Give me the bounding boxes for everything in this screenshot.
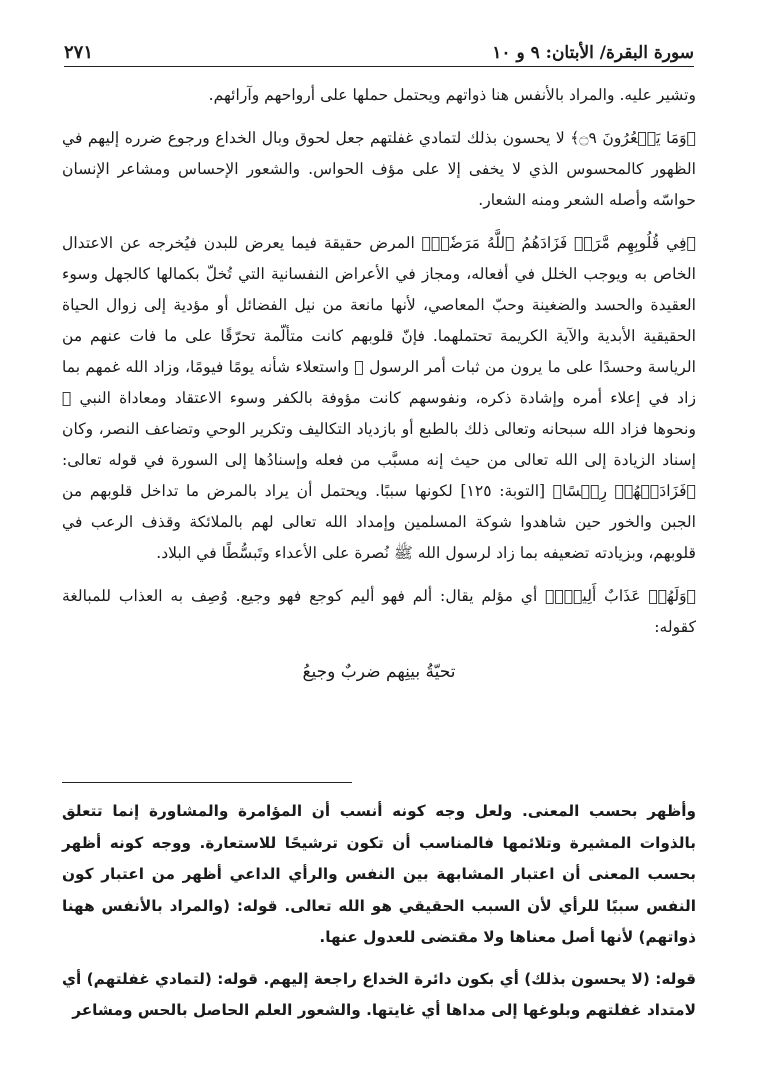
running-header — [64, 38, 694, 67]
paragraph: ﴿وَلَهُمۡ عَذَابٌ أَلِيمُۢ﴾ أي مؤلم يقال: ألم فهو أليم كوجع فهو وجيع. وُصِف به العذاب للمبالغة كقوله: — [62, 587, 696, 636]
paragraph: ﴿وَمَا يَشۡعُرُونَ ۝٩﴾ لا يحسون بذلك لتمادي غفلتهم جعل لحوق وبال الخداع ورجوع ضرره إليهم في الظهور كالمحسوس الذي لا يخفى إلا على مؤف الحواس. والشعور الإحساس ومشاعر الإنسان حواسّه وأصله الشعر ومنه الشعار. — [62, 129, 697, 209]
footnote-keyword: قوله: — [236, 896, 278, 915]
page-number: ٢٧١ — [64, 42, 94, 63]
footnotes — [62, 796, 696, 1027]
footnote-separator — [62, 782, 352, 783]
footnote — [62, 796, 696, 954]
footnote-keyword: قوله: — [217, 969, 259, 988]
footnote — [62, 964, 696, 1027]
surah-title: سورة البقرة/ الأبتان: ٩ و ١٠ — [492, 43, 694, 63]
paragraph: وتشير عليه. والمراد بالأنفس هنا ذواتهم ويحتمل حملها على أرواحهم وآرائهم. — [208, 86, 696, 104]
footnote-text: (لتمادي غفلتهم) أي لامتداد غفلتهم وبلوغها إلى مداها أي غايتها. والشعور العلم الحاصل بالحس ومشاعر — [62, 969, 696, 1019]
footnote-keyword: قوله: — [655, 969, 697, 988]
paragraph: ﴿فِي قُلُوبِهِم مَّرَضٞ فَزَادَهُمُ ٱللَّهُ مَرَضٗاۖ﴾ المرض حقيقة فيما يعرض للبدن فيُخرجه عن الاعتدال الخاص به ويوجب الخلل في أفعاله، ومجاز في الأعراض النفسانية التي تُخلّ بكمالها كالجهل وسوء العقيدة والحسد والضغينة وحبّ المعاصي، لأنها مانعة من نيل الفضائل أو مؤدية إلى زوال الحياة الحقيقية الأبدية والآية الكريمة تحتملهما. فإنّ قلوبهم كانت متألّمة تحرّقًا على ما فات عنهم من الرياسة وحسدًا على ما يرون من ثبات أمر الرسول ﷺ واستعلاء شأنه يومًا فيومًا، وزاد الله غمهم بما زاد في إعلاء أمره وإشادة ذكره، ونفوسهم كانت مؤوفة بالكفر وسوء الاعتقاد ومعاداة النبي ﷺ ونحوها فزاد الله سبحانه وتعالى ذلك بالطبع أو بازدياد التكاليف وتكرير الوحي وتضاعف النصر، وكان إسناد الزيادة إلى الله تعالى من حيث إنه مسبَّب من فعله وإسنادُها إلى السورة في قوله تعالى: ﴿فَزَادَتۡهُمۡ رِجۡسًا﴾ [التوبة: ١٢٥] لكونها سببًا. ويحتمل أن يراد بالمرض ما تداخل قلوبهم من الجبن والخور حين شاهدوا شوكة المسلمين وإمداد الله تعالى لهم بالملائكة وقذف الرعب في قلوبهم، وبزيادته تضعيفه بما زاد لرسول الله ﷺ نُصرة على الأعداء وتَبسُّطًا في البلاد. — [62, 234, 696, 562]
footnote-text: (لا يحسون بذلك) أي بكون دائرة الخداع راجعة إليهم. — [263, 969, 650, 988]
footnote-text: (والمراد بالأنفس ههنا ذواتهم) لأنها أصل معناها ولا مقتضى للعدول عنها. — [62, 896, 696, 946]
poetry-verse: تحيّةُ بينِهم ضربٌ وجيعُ — [302, 662, 456, 682]
main-text — [62, 80, 696, 687]
footnote-text: وأظهر بحسب المعنى. ولعل وجه كونه أنسب أن المؤامرة والمشاورة إنما تتعلق بالذوات المشيرة وتلائمها فالمناسب أن تكون ترشيحًا للاستعارة. ووجه كونه أظهر بحسب المعنى أن اعتبار المشابهة بين النفس والرأي الداعي أظهر من اعتبار كون النفس سببًا للرأي لأن السبب الحقيقي هو الله تعالى. — [62, 802, 697, 915]
